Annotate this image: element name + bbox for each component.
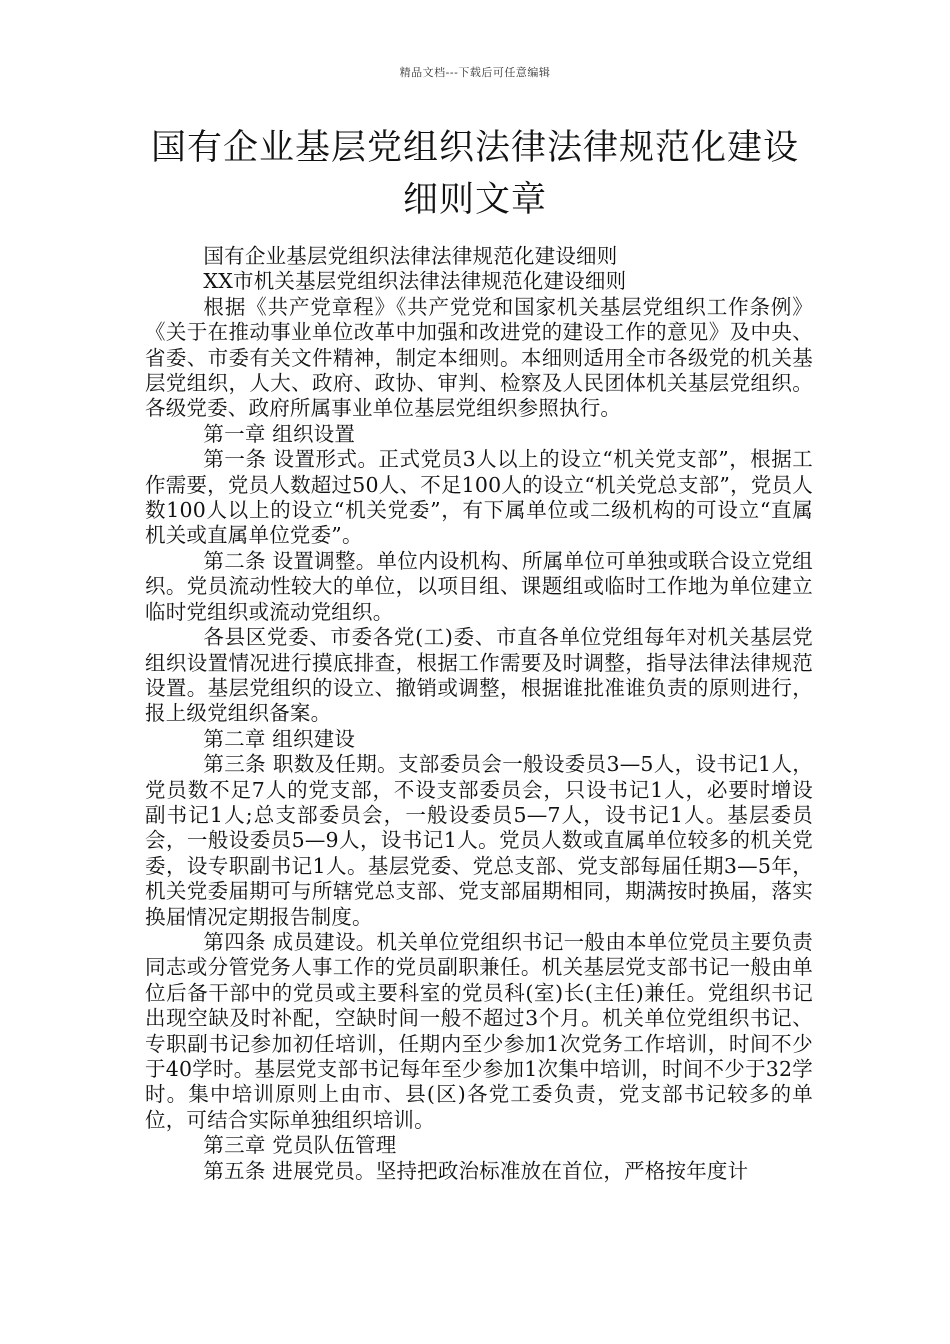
article-5: 第五条 进展党员。坚持把政治标准放在首位，严格按年度计 [203, 1158, 749, 1183]
chapter-heading-1: 第一章 组织设置 [203, 421, 356, 446]
article-1: 第一条 设置形式。正式党员3人以上的设立“机关党支部”，根据工作需要，党员人数超过50人、不足100人的设立“机关党总支部”，党员人数100人以上的设立“机关党委”，有下属单位或二级机构的可设立“直属机关或直属单位党委”。 [145, 447, 813, 548]
chapter-heading-2: 第二章 组织建设 [203, 726, 356, 751]
paragraph-preamble: 根据《共产党章程》《共产党党和国家机关基层党组织工作条例》《关于在推动事业单位改革中加强和改进党的建设工作的意见》及中央、省委、市委有关文件精神，制定本细则。本细则适用全市各级党的机关基层党组织，人大、政府、政协、审判、检察及人民团体机关基层党组织。各级党委、政府所属事业单位基层党组织参照执行。 [145, 294, 813, 421]
document-title: 国有企业基层党组织法律法律规范化建设细则文章 [150, 128, 799, 220]
article-2: 第二条 设置调整。单位内设机构、所属单位可单独或联合设立党组织。党员流动性较大的单位，以项目组、课题组或临时工作地为单位建立临时党组织或流动党组织。 [145, 548, 813, 624]
chapter-heading-3: 第三章 党员队伍管理 [203, 1133, 397, 1158]
article-3: 第三条 职数及任期。支部委员会一般设委员3—5人，设书记1人，党员数不足7人的党支部，不设支部委员会，只设书记1人，必要时增设副书记1人;总支部委员会，一般设委员5—7人，设书记1人。基层委员会，一般设委员5—9人，设书记1人。党员人数或直属单位较多的机关党委，设专职副书记1人。基层党委、党总支部、党支部每届任期3—5年，机关党委届期可与所辖党总支部、党支部届期相同，期满按时换届，落实换届情况定期报告制度。 [145, 752, 813, 929]
article-4: 第四条 成员建设。机关单位党组织书记一般由本单位党员主要负责同志或分管党务人事工作的党员副职兼任。机关基层党支部书记一般由单位后备干部中的党员或主要科室的党员科(室)长(主任)兼任。党组织书记出现空缺及时补配，空缺时间一般不超过3个月。机关单位党组织书记、专职副书记参加初任培训，任期内至少参加1次党务工作培训，时间不少于40学时。基层党支部书记每年至少参加1次集中培训，时间不少于32学时。集中培训原则上由市、县(区)各党工委负责，党支部书记较多的单位，可结合实际单独组织培训。 [145, 929, 813, 1132]
document-body [145, 244, 813, 1184]
header-note: 精品文档---下载后可任意编辑 [399, 66, 551, 79]
paragraph-subtitle-1: 国有企业基层党组织法律法律规范化建设细则 [203, 244, 618, 268]
article-2-continued: 各县区党委、市委各党(工)委、市直各单位党组每年对机关基层党组织设置情况进行摸底排查，根据工作需要及时调整，指导法律法律规范设置。基层党组织的设立、撤销或调整，根据谁批准谁负责的原则进行，报上级党组织备案。 [145, 625, 813, 726]
paragraph-subtitle-2: XX市机关基层党组织法律法律规范化建设细则 [203, 269, 627, 294]
